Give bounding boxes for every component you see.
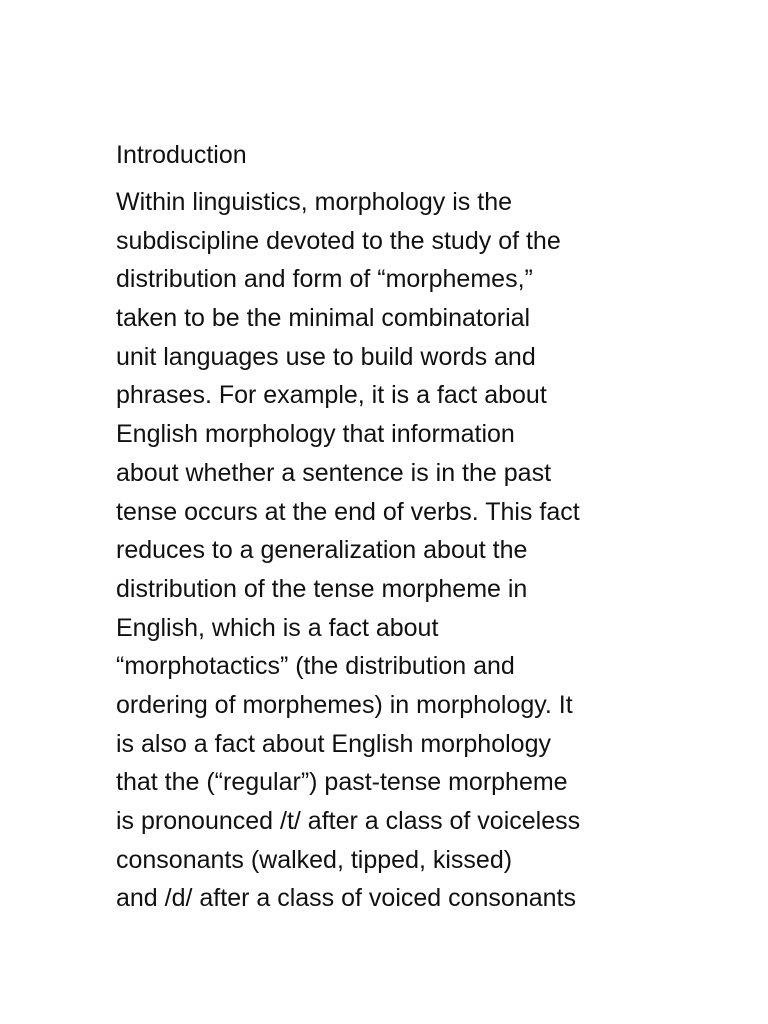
- text-line: is also a fact about English morphology: [116, 729, 551, 758]
- text-line: English morphology that information: [116, 420, 515, 449]
- text-line: is pronounced /t/ after a class of voiceless: [116, 807, 581, 835]
- text-line: Within linguistics, morphology is the: [116, 188, 512, 216]
- text-line: about whether a sentence is in the past: [116, 458, 552, 487]
- text-line: English, which is a fact about: [116, 613, 439, 642]
- text-line: reduces to a generalization about the: [116, 536, 528, 565]
- text-line: unit languages use to build words and: [116, 342, 536, 371]
- text-line: “morphotactics” (the distribution and: [116, 652, 515, 681]
- text-line: ordering of morphemes) in morphology. It: [116, 690, 573, 719]
- text-line: phrases. For example, it is a fact about: [116, 381, 547, 410]
- body-paragraph: [116, 183, 676, 918]
- text-line: distribution of the tense morpheme in: [116, 574, 528, 603]
- section-heading: Introduction: [116, 141, 247, 169]
- text-line: and /d/ after a class of voiced consonants: [116, 884, 576, 913]
- text-line: distribution and form of “morphemes,”: [116, 265, 533, 294]
- text-line: tense occurs at the end of verbs. This fact: [116, 497, 580, 526]
- text-line: taken to be the minimal combinatorial: [116, 304, 531, 333]
- text-line: consonants (walked, tipped, kissed): [116, 845, 513, 874]
- text-line: subdiscipline devoted to the study of the: [116, 226, 561, 255]
- text-line: that the (“regular”) past-tense morpheme: [116, 768, 568, 797]
